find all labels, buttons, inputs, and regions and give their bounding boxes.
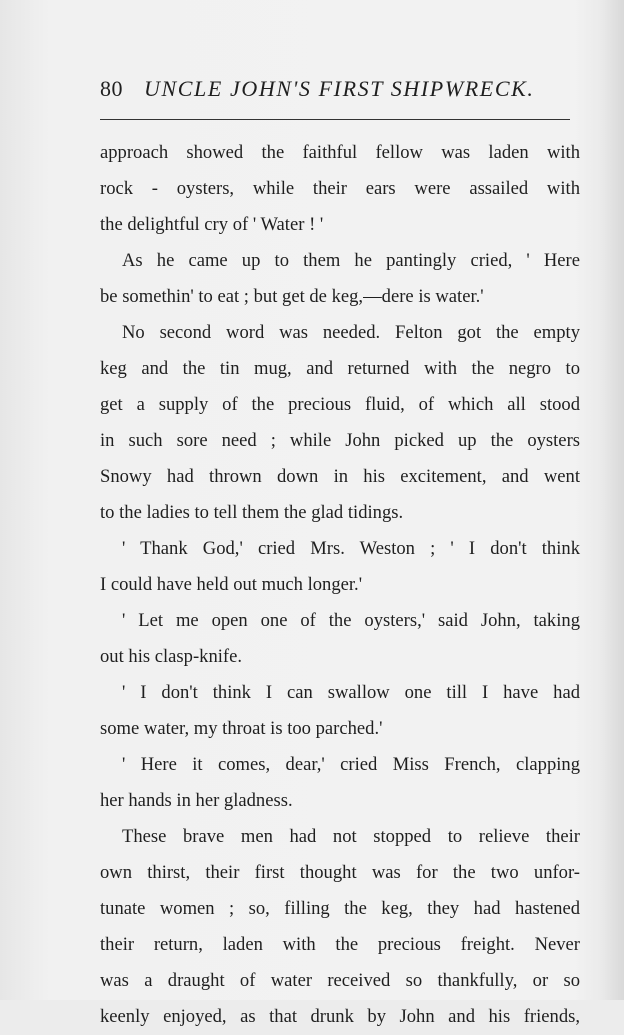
header-rule bbox=[100, 119, 570, 120]
text-line: No second word was needed. Felton got the empty bbox=[122, 322, 580, 343]
text-line: ' Here it comes, dear,' cried Miss French, clapping bbox=[122, 754, 580, 775]
body-text bbox=[100, 135, 580, 1035]
text-line: in such sore need ; while John picked up the oysters bbox=[100, 430, 580, 451]
text-line: rock - oysters, while their ears were assailed with bbox=[100, 178, 580, 199]
text-line: the delightful cry of ' Water ! ' bbox=[100, 214, 324, 235]
text-line: approach showed the faithful fellow was laden with bbox=[100, 142, 580, 163]
text-line: tunate women ; so, filling the keg, they had hastened bbox=[100, 898, 580, 919]
text-line: ' I don't think I can swallow one till I have had bbox=[122, 682, 580, 703]
text-line: Snowy had thrown down in his excitement, and went bbox=[100, 466, 580, 487]
text-line: As he came up to them he pantingly cried, ' Here bbox=[122, 250, 580, 271]
text-line: keg and the tin mug, and returned with the negro to bbox=[100, 358, 580, 379]
text-line: was a draught of water received so thankfully, or so bbox=[100, 970, 580, 991]
text-line: I could have held out much longer.' bbox=[100, 574, 363, 595]
text-line: own thirst, their first thought was for the two unfor- bbox=[100, 862, 580, 883]
page-number: 80 bbox=[100, 76, 123, 101]
text-line: ' Thank God,' cried Mrs. Weston ; ' I don't think bbox=[122, 538, 580, 559]
page-header bbox=[100, 76, 570, 116]
text-line: their return, laden with the precious freight. Never bbox=[100, 934, 580, 955]
text-line: her hands in her gladness. bbox=[100, 790, 293, 811]
text-line: out his clasp-knife. bbox=[100, 646, 243, 667]
page-edge-shadow bbox=[600, 0, 624, 1000]
text-line: to the ladies to tell them the glad tidings. bbox=[100, 502, 404, 523]
text-line: some water, my throat is too parched.' bbox=[100, 718, 383, 739]
text-line: ' Let me open one of the oysters,' said John, taking bbox=[122, 610, 580, 631]
text-line: keenly enjoyed, as that drunk by John and his friends, bbox=[100, 1006, 580, 1027]
running-title: UNCLE JOHN'S FIRST SHIPWRECK. bbox=[144, 76, 535, 101]
text-line: be somethin' to eat ; but get de keg,—dere is water.' bbox=[100, 286, 484, 307]
text-line: These brave men had not stopped to relieve their bbox=[122, 826, 580, 847]
text-line: get a supply of the precious fluid, of which all stood bbox=[100, 394, 580, 415]
